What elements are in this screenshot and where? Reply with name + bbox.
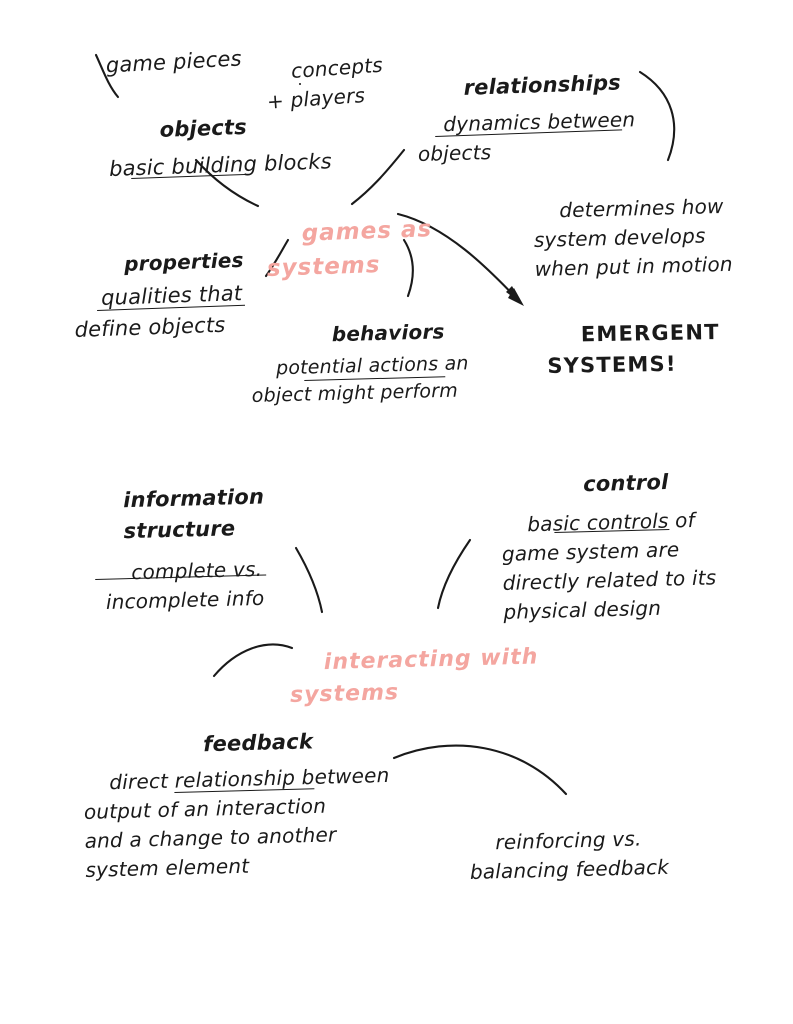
node-relationships-body: dynamics between objects bbox=[417, 107, 636, 166]
node-game-pieces-body: game pieces bbox=[105, 46, 243, 78]
center-label-interacting-with-systems: interacting with systems bbox=[289, 644, 539, 708]
node-information-structure-heading: information structure bbox=[92, 452, 266, 580]
node-feedback-heading: feedback bbox=[172, 696, 314, 793]
node-properties-heading: properties bbox=[94, 217, 245, 311]
node-reinforcing-balancing-body: reinforcing vs. balancing feedback bbox=[469, 826, 670, 884]
node-information-structure-body: complete vs. incomplete info bbox=[105, 556, 265, 614]
node-objects-body: basic building blocks bbox=[108, 149, 333, 182]
node-concepts-players-body: concepts + players bbox=[266, 52, 384, 114]
node-properties-body: qualities that define objects bbox=[74, 281, 243, 342]
center-label-games-as-systems: games as systems bbox=[266, 216, 433, 282]
node-behaviors-body: potential actions an object might perform bbox=[251, 351, 469, 408]
node-control-body: basic controls of game system are directly related to its physical design bbox=[501, 507, 717, 624]
node-behaviors-heading: behaviors bbox=[302, 288, 446, 381]
node-control-heading: control bbox=[552, 437, 670, 533]
node-determines-body: determines how system develops when put in motion bbox=[533, 194, 734, 281]
node-feedback-body: direct relationship between output of an interaction and a change to another system element bbox=[83, 762, 390, 882]
node-emergent-systems: EMERGENT SYSTEMS! bbox=[547, 320, 720, 378]
node-relationships-heading: relationships bbox=[432, 37, 623, 137]
node-objects-heading: objects bbox=[128, 82, 249, 179]
